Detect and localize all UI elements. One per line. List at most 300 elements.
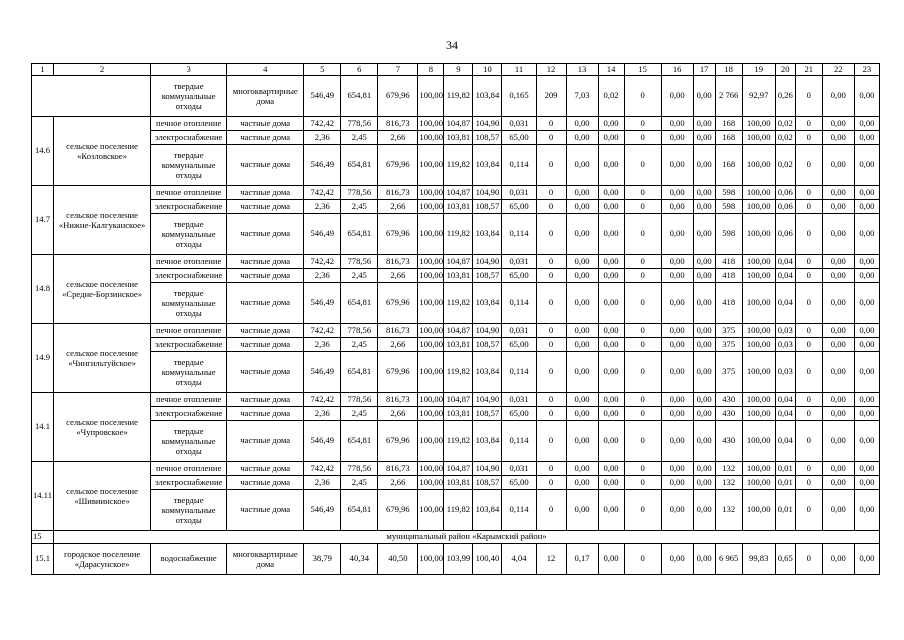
value-cell: 679,96 xyxy=(378,145,418,186)
column-number: 20 xyxy=(775,64,795,76)
value-cell: 0,114 xyxy=(502,214,536,255)
table-row xyxy=(32,544,880,575)
value-cell: 0,00 xyxy=(661,255,693,269)
column-number: 1 xyxy=(32,64,54,76)
value-cell: 119,82 xyxy=(444,490,473,531)
value-cell: 0,00 xyxy=(822,283,854,324)
value-cell: 103,81 xyxy=(444,407,473,421)
value-cell: 103,84 xyxy=(473,214,502,255)
value-cell: 0,00 xyxy=(854,214,879,255)
value-cell: 0,00 xyxy=(598,490,624,531)
value-cell: 0,00 xyxy=(822,544,854,575)
value-cell: 2,66 xyxy=(378,200,418,214)
column-number: 23 xyxy=(854,64,879,76)
value-cell: 0 xyxy=(536,145,566,186)
value-cell: 2,66 xyxy=(378,338,418,352)
column-number: 13 xyxy=(566,64,598,76)
resource-cell: печное отопление xyxy=(151,186,227,200)
table-row xyxy=(32,324,880,338)
consumer-cell: многоквартирные дома xyxy=(227,544,304,575)
value-cell: 0 xyxy=(536,324,566,338)
value-cell: 0 xyxy=(624,544,661,575)
value-cell: 816,73 xyxy=(378,255,418,269)
value-cell: 2,66 xyxy=(378,476,418,490)
value-cell: 0,00 xyxy=(598,145,624,186)
value-cell: 7,03 xyxy=(566,76,598,117)
value-cell: 103,99 xyxy=(444,544,473,575)
column-number: 18 xyxy=(715,64,742,76)
value-cell: 0,00 xyxy=(854,544,879,575)
value-cell: 0 xyxy=(795,421,822,462)
value-cell: 0,00 xyxy=(822,407,854,421)
table-row xyxy=(32,462,880,476)
value-cell: 0 xyxy=(795,76,822,117)
value-cell: 654,81 xyxy=(341,352,378,393)
value-cell: 0,00 xyxy=(822,338,854,352)
value-cell: 0,165 xyxy=(502,76,536,117)
value-cell: 0 xyxy=(795,145,822,186)
resource-cell: электроснабжение xyxy=(151,131,227,145)
value-cell: 100,00 xyxy=(418,283,444,324)
value-cell: 92,97 xyxy=(742,76,775,117)
value-cell: 0,00 xyxy=(598,269,624,283)
value-cell: 0,00 xyxy=(854,352,879,393)
value-cell: 0,00 xyxy=(566,255,598,269)
value-cell: 119,82 xyxy=(444,283,473,324)
value-cell: 104,87 xyxy=(444,462,473,476)
section-number: 15 xyxy=(32,531,54,544)
value-cell: 0,17 xyxy=(566,544,598,575)
value-cell: 375 xyxy=(715,352,742,393)
value-cell: 65,00 xyxy=(502,338,536,352)
settlement-name: городское поселение «Дарасунское» xyxy=(54,544,151,575)
value-cell: 103,84 xyxy=(473,145,502,186)
value-cell: 0,031 xyxy=(502,462,536,476)
value-cell: 0,00 xyxy=(566,462,598,476)
consumer-cell: частные дома xyxy=(227,352,304,393)
value-cell: 0,00 xyxy=(661,76,693,117)
header-row xyxy=(32,64,880,76)
value-cell: 0,114 xyxy=(502,490,536,531)
value-cell: 0,00 xyxy=(598,338,624,352)
value-cell: 100,00 xyxy=(418,76,444,117)
value-cell: 0 xyxy=(536,214,566,255)
value-cell: 0,00 xyxy=(822,131,854,145)
value-cell: 119,82 xyxy=(444,421,473,462)
value-cell: 0,00 xyxy=(598,421,624,462)
value-cell: 108,57 xyxy=(473,131,502,145)
value-cell: 0 xyxy=(624,200,661,214)
value-cell: 0,00 xyxy=(566,200,598,214)
value-cell: 108,57 xyxy=(473,407,502,421)
table-row xyxy=(32,255,880,269)
value-cell: 0,00 xyxy=(693,407,715,421)
value-cell: 778,56 xyxy=(341,186,378,200)
value-cell: 816,73 xyxy=(378,324,418,338)
value-cell: 132 xyxy=(715,490,742,531)
value-cell: 0,00 xyxy=(598,186,624,200)
value-cell: 103,81 xyxy=(444,338,473,352)
column-number: 21 xyxy=(795,64,822,76)
value-cell: 430 xyxy=(715,393,742,407)
value-cell: 0,01 xyxy=(775,476,795,490)
value-cell: 132 xyxy=(715,476,742,490)
value-cell: 0,06 xyxy=(775,186,795,200)
value-cell: 168 xyxy=(715,117,742,131)
value-cell: 2,45 xyxy=(341,338,378,352)
value-cell: 0 xyxy=(624,393,661,407)
resource-cell: твердые коммунальные отходы xyxy=(151,283,227,324)
value-cell: 100,00 xyxy=(418,544,444,575)
value-cell: 0 xyxy=(795,393,822,407)
value-cell: 2,45 xyxy=(341,131,378,145)
value-cell: 546,49 xyxy=(304,214,341,255)
consumer-cell: частные дома xyxy=(227,145,304,186)
value-cell: 430 xyxy=(715,407,742,421)
value-cell: 4,04 xyxy=(502,544,536,575)
value-cell: 100,00 xyxy=(418,476,444,490)
section-row xyxy=(32,531,880,544)
value-cell: 546,49 xyxy=(304,352,341,393)
value-cell: 418 xyxy=(715,269,742,283)
value-cell: 0,114 xyxy=(502,145,536,186)
value-cell: 0,00 xyxy=(598,200,624,214)
value-cell: 0,00 xyxy=(566,269,598,283)
value-cell: 6 965 xyxy=(715,544,742,575)
value-cell: 0,00 xyxy=(598,544,624,575)
value-cell: 103,84 xyxy=(473,490,502,531)
value-cell: 0,00 xyxy=(661,407,693,421)
settlement-name: сельское поселение «Средне-Борзинское» xyxy=(54,255,151,324)
value-cell: 0,00 xyxy=(854,393,879,407)
section-title: муниципальный район «Карымский район» xyxy=(54,531,880,544)
value-cell: 104,90 xyxy=(473,255,502,269)
value-cell: 0,00 xyxy=(598,131,624,145)
value-cell: 0,02 xyxy=(775,131,795,145)
column-number: 14 xyxy=(598,64,624,76)
resource-cell: твердые коммунальные отходы xyxy=(151,421,227,462)
row-number: 14.7 xyxy=(32,186,54,255)
value-cell: 0,00 xyxy=(598,407,624,421)
value-cell: 0 xyxy=(624,255,661,269)
table-row xyxy=(32,352,880,393)
row-number: 14.6 xyxy=(32,117,54,186)
tariff-table xyxy=(31,63,880,575)
consumer-cell: частные дома xyxy=(227,324,304,338)
value-cell: 0,00 xyxy=(661,462,693,476)
value-cell: 100,00 xyxy=(742,393,775,407)
value-cell: 104,87 xyxy=(444,117,473,131)
value-cell: 679,96 xyxy=(378,283,418,324)
value-cell: 654,81 xyxy=(341,490,378,531)
table-row xyxy=(32,269,880,283)
value-cell: 0 xyxy=(624,269,661,283)
value-cell: 0,04 xyxy=(775,407,795,421)
resource-cell: печное отопление xyxy=(151,324,227,338)
table-row xyxy=(32,421,880,462)
value-cell: 100,00 xyxy=(418,214,444,255)
column-number: 22 xyxy=(822,64,854,76)
value-cell: 778,56 xyxy=(341,393,378,407)
value-cell: 0,00 xyxy=(854,283,879,324)
value-cell: 0 xyxy=(624,214,661,255)
value-cell: 0,04 xyxy=(775,255,795,269)
resource-cell: твердые коммунальные отходы xyxy=(151,490,227,531)
value-cell: 104,90 xyxy=(473,393,502,407)
value-cell: 0 xyxy=(624,186,661,200)
value-cell: 2,36 xyxy=(304,200,341,214)
value-cell: 0 xyxy=(795,338,822,352)
column-number: 12 xyxy=(536,64,566,76)
value-cell: 0,031 xyxy=(502,186,536,200)
table-row xyxy=(32,131,880,145)
value-cell: 598 xyxy=(715,200,742,214)
value-cell: 0,00 xyxy=(661,338,693,352)
table-row xyxy=(32,283,880,324)
value-cell: 100,00 xyxy=(742,200,775,214)
value-cell: 100,00 xyxy=(742,338,775,352)
value-cell: 0,00 xyxy=(598,393,624,407)
value-cell: 100,00 xyxy=(418,186,444,200)
value-cell: 108,57 xyxy=(473,338,502,352)
value-cell: 816,73 xyxy=(378,393,418,407)
value-cell: 0,00 xyxy=(854,490,879,531)
value-cell: 0,00 xyxy=(566,214,598,255)
value-cell: 2,66 xyxy=(378,407,418,421)
value-cell: 65,00 xyxy=(502,407,536,421)
value-cell: 103,84 xyxy=(473,421,502,462)
value-cell: 65,00 xyxy=(502,269,536,283)
value-cell: 0,65 xyxy=(775,544,795,575)
value-cell: 2,36 xyxy=(304,338,341,352)
value-cell: 0,00 xyxy=(661,131,693,145)
value-cell: 778,56 xyxy=(341,462,378,476)
value-cell: 679,96 xyxy=(378,490,418,531)
value-cell: 100,00 xyxy=(742,117,775,131)
value-cell: 2,36 xyxy=(304,476,341,490)
value-cell: 0 xyxy=(795,544,822,575)
value-cell: 0,00 xyxy=(854,76,879,117)
value-cell: 0 xyxy=(536,393,566,407)
value-cell: 0,00 xyxy=(598,117,624,131)
value-cell: 0,00 xyxy=(693,283,715,324)
value-cell: 0,00 xyxy=(566,283,598,324)
consumer-cell: частные дома xyxy=(227,269,304,283)
value-cell: 0,00 xyxy=(822,76,854,117)
value-cell: 375 xyxy=(715,338,742,352)
value-cell: 0,00 xyxy=(661,393,693,407)
value-cell: 103,81 xyxy=(444,269,473,283)
value-cell: 99,83 xyxy=(742,544,775,575)
value-cell: 0 xyxy=(624,476,661,490)
value-cell: 0,00 xyxy=(661,214,693,255)
value-cell: 0 xyxy=(795,214,822,255)
resource-cell: электроснабжение xyxy=(151,338,227,352)
value-cell: 0,00 xyxy=(854,186,879,200)
value-cell: 0,00 xyxy=(693,76,715,117)
row-number: 14.1 xyxy=(32,393,54,462)
value-cell: 168 xyxy=(715,131,742,145)
value-cell: 0,00 xyxy=(566,393,598,407)
value-cell: 2,36 xyxy=(304,407,341,421)
value-cell: 0,04 xyxy=(775,283,795,324)
value-cell: 0 xyxy=(536,283,566,324)
value-cell: 0,00 xyxy=(693,352,715,393)
consumer-cell: частные дома xyxy=(227,338,304,352)
consumer-cell: частные дома xyxy=(227,490,304,531)
value-cell: 100,00 xyxy=(418,490,444,531)
value-cell: 0,06 xyxy=(775,200,795,214)
value-cell: 0,00 xyxy=(661,200,693,214)
value-cell: 0,00 xyxy=(598,255,624,269)
value-cell: 0,00 xyxy=(854,462,879,476)
settlement-name: сельское поселение «Козловское» xyxy=(54,117,151,186)
value-cell: 0 xyxy=(536,200,566,214)
value-cell: 0,00 xyxy=(661,544,693,575)
value-cell: 654,81 xyxy=(341,283,378,324)
value-cell: 0,00 xyxy=(598,324,624,338)
value-cell: 0,00 xyxy=(693,117,715,131)
value-cell: 816,73 xyxy=(378,186,418,200)
value-cell: 546,49 xyxy=(304,490,341,531)
column-number: 2 xyxy=(54,64,151,76)
value-cell: 2,66 xyxy=(378,269,418,283)
value-cell: 0 xyxy=(624,407,661,421)
consumer-cell: частные дома xyxy=(227,421,304,462)
value-cell: 0 xyxy=(795,476,822,490)
consumer-cell: частные дома xyxy=(227,200,304,214)
column-number: 5 xyxy=(304,64,341,76)
resource-cell: твердые коммунальные отходы xyxy=(151,214,227,255)
value-cell: 0 xyxy=(795,283,822,324)
value-cell: 0,00 xyxy=(661,186,693,200)
value-cell: 0 xyxy=(624,76,661,117)
value-cell: 742,42 xyxy=(304,393,341,407)
value-cell: 0,00 xyxy=(566,421,598,462)
value-cell: 168 xyxy=(715,145,742,186)
value-cell: 0 xyxy=(795,462,822,476)
value-cell: 0,00 xyxy=(854,145,879,186)
value-cell: 0 xyxy=(624,462,661,476)
value-cell: 546,49 xyxy=(304,145,341,186)
table-row xyxy=(32,117,880,131)
value-cell: 119,82 xyxy=(444,352,473,393)
value-cell: 108,57 xyxy=(473,476,502,490)
value-cell: 0 xyxy=(536,131,566,145)
value-cell: 0,031 xyxy=(502,117,536,131)
value-cell: 0 xyxy=(536,421,566,462)
value-cell: 598 xyxy=(715,186,742,200)
value-cell: 0 xyxy=(536,186,566,200)
value-cell: 0 xyxy=(795,255,822,269)
value-cell: 0 xyxy=(795,131,822,145)
value-cell: 0 xyxy=(624,338,661,352)
value-cell: 0,00 xyxy=(822,200,854,214)
consumer-cell: частные дома xyxy=(227,131,304,145)
value-cell: 65,00 xyxy=(502,200,536,214)
value-cell: 100,00 xyxy=(418,255,444,269)
empty-cell xyxy=(32,76,151,117)
value-cell: 0,00 xyxy=(693,338,715,352)
resource-cell: твердые коммунальные отходы xyxy=(151,145,227,186)
value-cell: 0,00 xyxy=(854,407,879,421)
value-cell: 2,45 xyxy=(341,269,378,283)
value-cell: 100,00 xyxy=(418,269,444,283)
value-cell: 104,87 xyxy=(444,186,473,200)
value-cell: 0,00 xyxy=(693,393,715,407)
value-cell: 100,00 xyxy=(418,117,444,131)
consumer-cell: частные дома xyxy=(227,255,304,269)
value-cell: 0,00 xyxy=(566,145,598,186)
value-cell: 0,00 xyxy=(693,421,715,462)
value-cell: 0,00 xyxy=(566,490,598,531)
value-cell: 65,00 xyxy=(502,476,536,490)
value-cell: 0,00 xyxy=(598,283,624,324)
value-cell: 0 xyxy=(795,186,822,200)
value-cell: 104,90 xyxy=(473,324,502,338)
value-cell: 0,00 xyxy=(661,490,693,531)
value-cell: 654,81 xyxy=(341,145,378,186)
table-row xyxy=(32,186,880,200)
row-number: 14.11 xyxy=(32,462,54,531)
value-cell: 0,00 xyxy=(693,145,715,186)
table-row xyxy=(32,145,880,186)
value-cell: 546,49 xyxy=(304,421,341,462)
resource-cell: электроснабжение xyxy=(151,476,227,490)
table-row xyxy=(32,393,880,407)
value-cell: 679,96 xyxy=(378,421,418,462)
value-cell: 119,82 xyxy=(444,145,473,186)
value-cell: 100,00 xyxy=(742,324,775,338)
value-cell: 0,00 xyxy=(854,338,879,352)
value-cell: 100,00 xyxy=(418,393,444,407)
value-cell: 0 xyxy=(536,117,566,131)
value-cell: 654,81 xyxy=(341,421,378,462)
value-cell: 0,00 xyxy=(566,186,598,200)
value-cell: 100,00 xyxy=(742,407,775,421)
value-cell: 742,42 xyxy=(304,186,341,200)
value-cell: 0,00 xyxy=(598,462,624,476)
value-cell: 0 xyxy=(536,269,566,283)
value-cell: 0,02 xyxy=(775,145,795,186)
value-cell: 0,00 xyxy=(854,269,879,283)
value-cell: 119,82 xyxy=(444,76,473,117)
value-cell: 0 xyxy=(536,490,566,531)
value-cell: 100,00 xyxy=(418,131,444,145)
value-cell: 0,00 xyxy=(661,324,693,338)
value-cell: 0,00 xyxy=(566,352,598,393)
value-cell: 0 xyxy=(624,352,661,393)
table-row xyxy=(32,338,880,352)
value-cell: 0,00 xyxy=(693,186,715,200)
value-cell: 0,00 xyxy=(822,145,854,186)
value-cell: 0,04 xyxy=(775,393,795,407)
value-cell: 104,90 xyxy=(473,117,502,131)
value-cell: 0,031 xyxy=(502,324,536,338)
settlement-name: сельское поселение «Чупровское» xyxy=(54,393,151,462)
value-cell: 100,00 xyxy=(742,283,775,324)
value-cell: 100,00 xyxy=(742,186,775,200)
value-cell: 2,66 xyxy=(378,131,418,145)
table-row xyxy=(32,476,880,490)
value-cell: 0 xyxy=(536,255,566,269)
value-cell: 0,04 xyxy=(775,421,795,462)
value-cell: 598 xyxy=(715,214,742,255)
settlement-name: сельское поселение «Нижне-Калгуканское» xyxy=(54,186,151,255)
value-cell: 0 xyxy=(536,338,566,352)
value-cell: 100,00 xyxy=(742,131,775,145)
value-cell: 0,00 xyxy=(822,117,854,131)
